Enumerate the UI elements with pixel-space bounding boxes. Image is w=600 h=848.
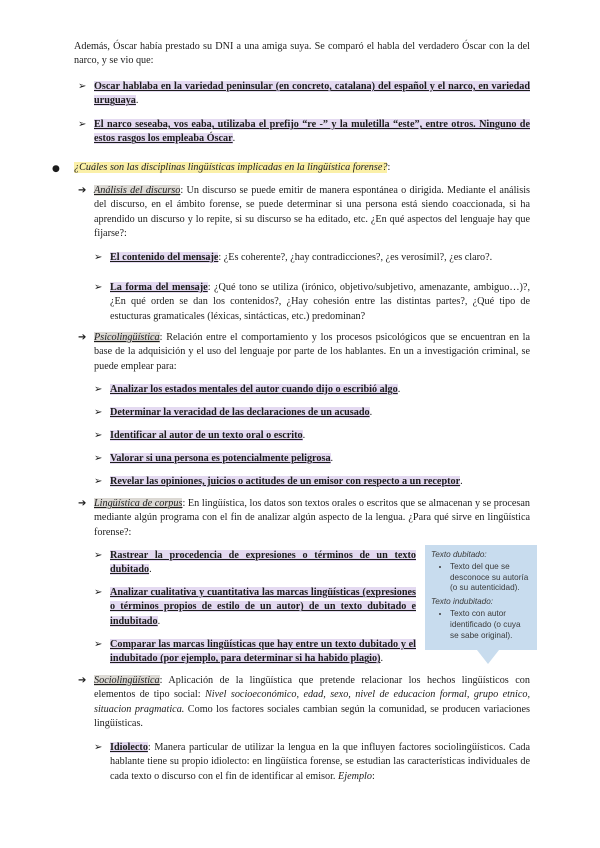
chevron-icon: ➢: [94, 252, 103, 263]
arrow-right-icon: ➔: [78, 185, 87, 196]
socio-point-1: ➢ Idiolecto: Manera particular de utilizar la lengua en la que influyen factores sociolingüísticos. Cada hablante tiene su propio idiolecto: en lingüística forense, se estudian las características individuales de cada texto o discurso con el fin de identificar al emisor. Ejemplo:: [94, 742, 530, 782]
psico-point-1: ➢ Analizar los estados mentales del autor cuando dijo o escribió algo.: [110, 383, 530, 397]
chevron-icon: ➢: [94, 742, 103, 753]
chevron-icon: ➢: [94, 587, 103, 598]
callout-title-indubitado: Texto indubitado:: [431, 597, 494, 607]
corpus-point-2: ➢ Analizar cualitativa y cuantitativa las marcas lingüísticas (expresiones o términos propios de estilo de un autor) de un texto dubitado e indubitado.: [94, 587, 416, 627]
chevron-icon: ➢: [94, 430, 103, 441]
psico-point-5: ➢ Revelar las opiniones, juicios o actitudes de un emisor con respecto a un receptor.: [110, 475, 530, 489]
psico-point-2: ➢ Determinar la veracidad de las declaraciones de un acusado.: [110, 406, 530, 420]
intro-point-1: ➢ Oscar hablaba en la variedad peninsular (en concreto, catalana) del español y el narco, en variedad uruguaya.: [78, 81, 530, 107]
arrow-right-icon: ➔: [78, 675, 87, 686]
chevron-icon: ➢: [78, 119, 87, 130]
corpus-point-1: ➢ Rastrear la procedencia de expresiones o términos de un texto dubitado.: [94, 550, 416, 576]
chevron-icon: ➢: [78, 81, 87, 92]
chevron-icon: ➢: [94, 639, 103, 650]
arrow-right-icon: ➔: [78, 332, 87, 343]
callout-title-dubitado: Texto dubitado:: [431, 550, 487, 559]
question-heading: ¿Cuáles son las disciplinas lingüísticas implicadas en la lingüística forense?:: [74, 162, 391, 173]
bullet-icon: ●: [52, 164, 60, 174]
callout-item: • Texto del que se desconoce su autoría (o su autenticidad).: [450, 562, 531, 594]
section-analisis: ➔ Análisis del discurso: Un discurso se puede emitir de manera espontánea o dirigida. Mediante el análisis del discurso, en el ámbito forense, se puede determinar si una persona está siendo coaccionada, si ha aprendido un discurso y lo repite, si su discurso se ha editado, etc. ¿En qué aspectos del lenguaje hay que fijarse?:: [78, 185, 530, 240]
chevron-icon: ➢: [94, 550, 103, 561]
chevron-icon: ➢: [94, 384, 103, 395]
analisis-point-2: ➢ La forma del mensaje: ¿Qué tono se utiliza (irónico, objetivo/subjetivo, amenazante, ambiguo…)?, ¿En qué orden se dan los contenidos?, ¿Hay cohesión entre las distintas partes?, ¿Qué tipo de estucturas gramaticales (léxicas, sintácticas, etc.) predominan?: [94, 282, 530, 322]
intro-paragraph: Además, Óscar había prestado su DNI a una amiga suya. Se comparó el habla del verdadero Óscar con la del narco, y se vio que:: [74, 41, 530, 67]
analisis-point-1: ➢ El contenido del mensaje: ¿Es coherente?, ¿hay contradicciones?, ¿es verosímil?, ¿es claro?.: [110, 251, 530, 265]
chevron-icon: ➢: [94, 453, 103, 464]
psico-point-3: ➢ Identificar al autor de un texto oral o escrito.: [110, 429, 530, 443]
corpus-point-3: ➢ Comparar las marcas lingüísticas que hay entre un texto dubitado y el indubitado (por ejemplo, para determinar si ha habido plagio).: [94, 639, 416, 665]
chevron-icon: ➢: [94, 407, 103, 418]
callout-item: • Texto con autor identificado (o cuya se sabe original).: [450, 609, 531, 641]
section-socio: ➔ Sociolingüística: Aplicación de la lingüística que pretende relacionar los hechos lingüísticos con elementos de tipo social: Nivel socioeconómico, edad, sexo, nivel de educacion formal, grupo etnico, situacion pragmatica. Como los factores sociales cambian según la comunidad, se producen variaciones lingüísticas.: [78, 675, 531, 730]
chevron-icon: ➢: [94, 282, 103, 293]
definition-callout: [425, 545, 537, 650]
section-corpus: ➔ Lingüística de corpus: En lingüística, los datos son textos orales o escritos que se almacenan y se procesan mediante algún programa con el fin de analizar algún aspecto de la lengua. ¿Para qué sirve en lingüística forense?:: [78, 498, 530, 538]
section-psico: ➔ Psicolingüística: Relación entre el comportamiento y los procesos psicológicos que se encuentran en la base de la adquisición y el uso del lenguaje por parte de los hablantes. En un a investigación criminal, se puede emplear para:: [78, 332, 530, 372]
intro-point-2: ➢ El narco seseaba, vos eaba, utilizaba el prefijo “re -” y la muletilla “este”, entre otros. Ninguno de estos rasgos los empleaba Óscar.: [78, 119, 530, 145]
arrow-right-icon: ➔: [78, 498, 87, 509]
psico-point-4: ➢ Valorar si una persona es potencialmente peligrosa.: [110, 452, 530, 466]
chevron-icon: ➢: [94, 476, 103, 487]
